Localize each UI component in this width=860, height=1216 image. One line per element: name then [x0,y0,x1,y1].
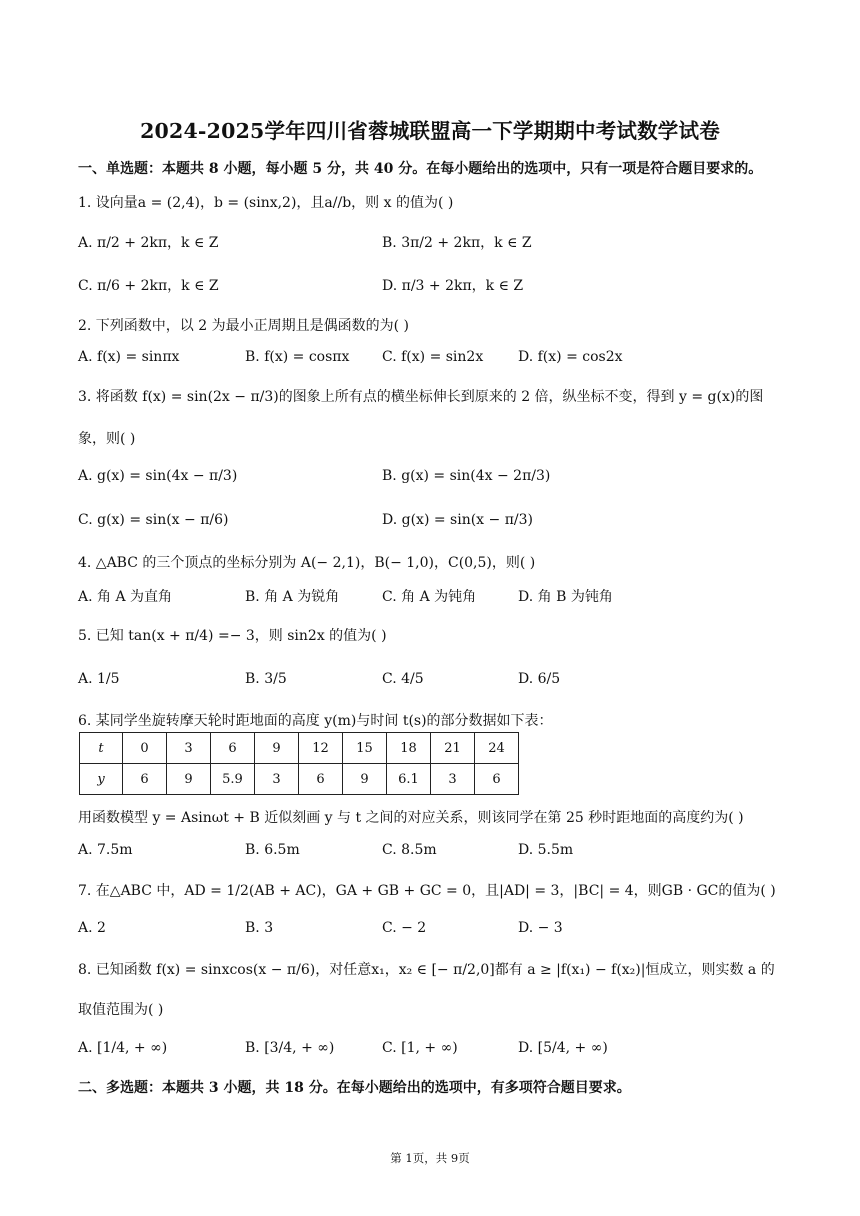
q6-stem: 6. 某同学坐旋转摩天轮时距地面的高度 y(m)与时间 t(s)的部分数据如下表： [78,713,553,729]
q8-option-d: D. [5/4, + ∞) [518,1040,608,1056]
section-single-choice-heading: 一、单选题：本题共 8 小题，每小题 5 分，共 40 分。在每小题给出的选项中，只有一项是符合题目要求的。 [78,161,763,177]
table-cell: 18 [387,733,431,764]
q3-stem-line2: 象，则( ) [78,431,136,447]
q1-option-b: B. 3π/2 + 2kπ，k ∈ Z [382,235,532,251]
q2-option-b: B. f(x) = cosπx [245,349,350,365]
table-row [80,764,519,795]
table-cell: 9 [255,733,299,764]
table-cell: 5.9 [211,764,255,795]
q6-data-table [79,732,519,795]
table-cell: 6 [211,733,255,764]
q1-option-a: A. π/2 + 2kπ，k ∈ Z [78,235,219,251]
q4-stem: 4. △ABC 的三个顶点的坐标分别为 A(− 2,1)，B(− 1,0)，C(0,5)，则( ) [78,555,536,571]
section-multiple-choice-heading: 二、多选题：本题共 3 小题，共 18 分。在每小题给出的选项中，有多项符合题目要求。 [78,1080,631,1096]
q5-option-c: C. 4/5 [382,671,424,687]
table-cell: 6 [123,764,167,795]
table-cell: 24 [475,733,519,764]
q7-option-d: D. − 3 [518,920,563,936]
q5-option-d: D. 6/5 [518,671,561,687]
q6-stem-2: 用函数模型 y = Asinωt + B 近似刻画 y 与 t 之间的对应关系，则该同学在第 25 秒时距地面的高度约为( ) [78,810,744,826]
q1-stem: 1. 设向量a = (2,4)，b = (sinx,2)，且a//b，则 x 的值为( ) [78,195,454,211]
q1-option-c: C. π/6 + 2kπ，k ∈ Z [78,278,219,294]
table-cell: 21 [431,733,475,764]
q7-stem: 7. 在△ABC 中，AD = 1/2(AB + AC)，GA + GB + GC = 0，且|AD| = 3，|BC| = 4，则GB · GC的值为( ) [78,883,776,899]
q3-option-c: C. g(x) = sin(x − π/6) [78,512,229,528]
q8-option-c: C. [1, + ∞) [382,1040,458,1056]
q5-option-b: B. 3/5 [245,671,287,687]
table-header-t: t [80,733,123,764]
page-footer: 第 1页，共 9页 [390,1151,470,1165]
q3-option-a: A. g(x) = sin(4x − π/3) [78,468,238,484]
q7-option-a: A. 2 [78,920,106,936]
q8-option-b: B. [3/4, + ∞) [245,1040,335,1056]
table-header-y: y [80,764,123,795]
q1-option-d: D. π/3 + 2kπ，k ∈ Z [382,278,524,294]
q6-option-b: B. 6.5m [245,842,300,858]
q6-option-c: C. 8.5m [382,842,437,858]
table-cell: 6 [475,764,519,795]
q8-option-a: A. [1/4, + ∞) [78,1040,168,1056]
q2-option-c: C. f(x) = sin2x [382,349,484,365]
table-cell: 0 [123,733,167,764]
table-row [80,733,519,764]
q7-option-b: B. 3 [245,920,274,936]
q6-option-a: A. 7.5m [78,842,133,858]
q4-option-d: D. 角 B 为钝角 [518,589,613,605]
q3-option-d: D. g(x) = sin(x − π/3) [382,512,533,528]
q8-stem-line1: 8. 已知函数 f(x) = sinxcos(x − π/6)，对任意x₁，x₂ ∈ [− π/2,0]都有 a ≥ |f(x₁) − f(x₂)|恒成立，则实数 a 的 [78,962,775,978]
table-cell: 15 [343,733,387,764]
q7-option-c: C. − 2 [382,920,427,936]
q2-option-d: D. f(x) = cos2x [518,349,623,365]
q4-option-b: B. 角 A 为锐角 [245,589,340,605]
q3-stem-line1: 3. 将函数 f(x) = sin(2x − π/3)的图象上所有点的横坐标伸长到原来的 2 倍，纵坐标不变，得到 y = g(x)的图 [78,389,764,405]
q5-stem: 5. 已知 tan(x + π/4) =− 3，则 sin2x 的值为( ) [78,628,387,644]
q4-option-a: A. 角 A 为直角 [78,589,173,605]
q8-stem-line2: 取值范围为( ) [78,1002,164,1018]
q6-option-d: D. 5.5m [518,842,574,858]
table-cell: 12 [299,733,343,764]
table-cell: 3 [431,764,475,795]
q5-option-a: A. 1/5 [78,671,120,687]
table-cell: 6.1 [387,764,431,795]
table-cell: 6 [299,764,343,795]
table-cell: 9 [343,764,387,795]
q3-option-b: B. g(x) = sin(4x − 2π/3) [382,468,551,484]
table-cell: 3 [255,764,299,795]
q4-option-c: C. 角 A 为钝角 [382,589,477,605]
page-title: 2024-2025学年四川省蓉城联盟高一下学期期中考试数学试卷 [140,119,720,143]
q2-stem: 2. 下列函数中，以 2 为最小正周期且是偶函数的为( ) [78,318,409,334]
q2-option-a: A. f(x) = sinπx [78,349,180,365]
table-cell: 9 [167,764,211,795]
table-cell: 3 [167,733,211,764]
